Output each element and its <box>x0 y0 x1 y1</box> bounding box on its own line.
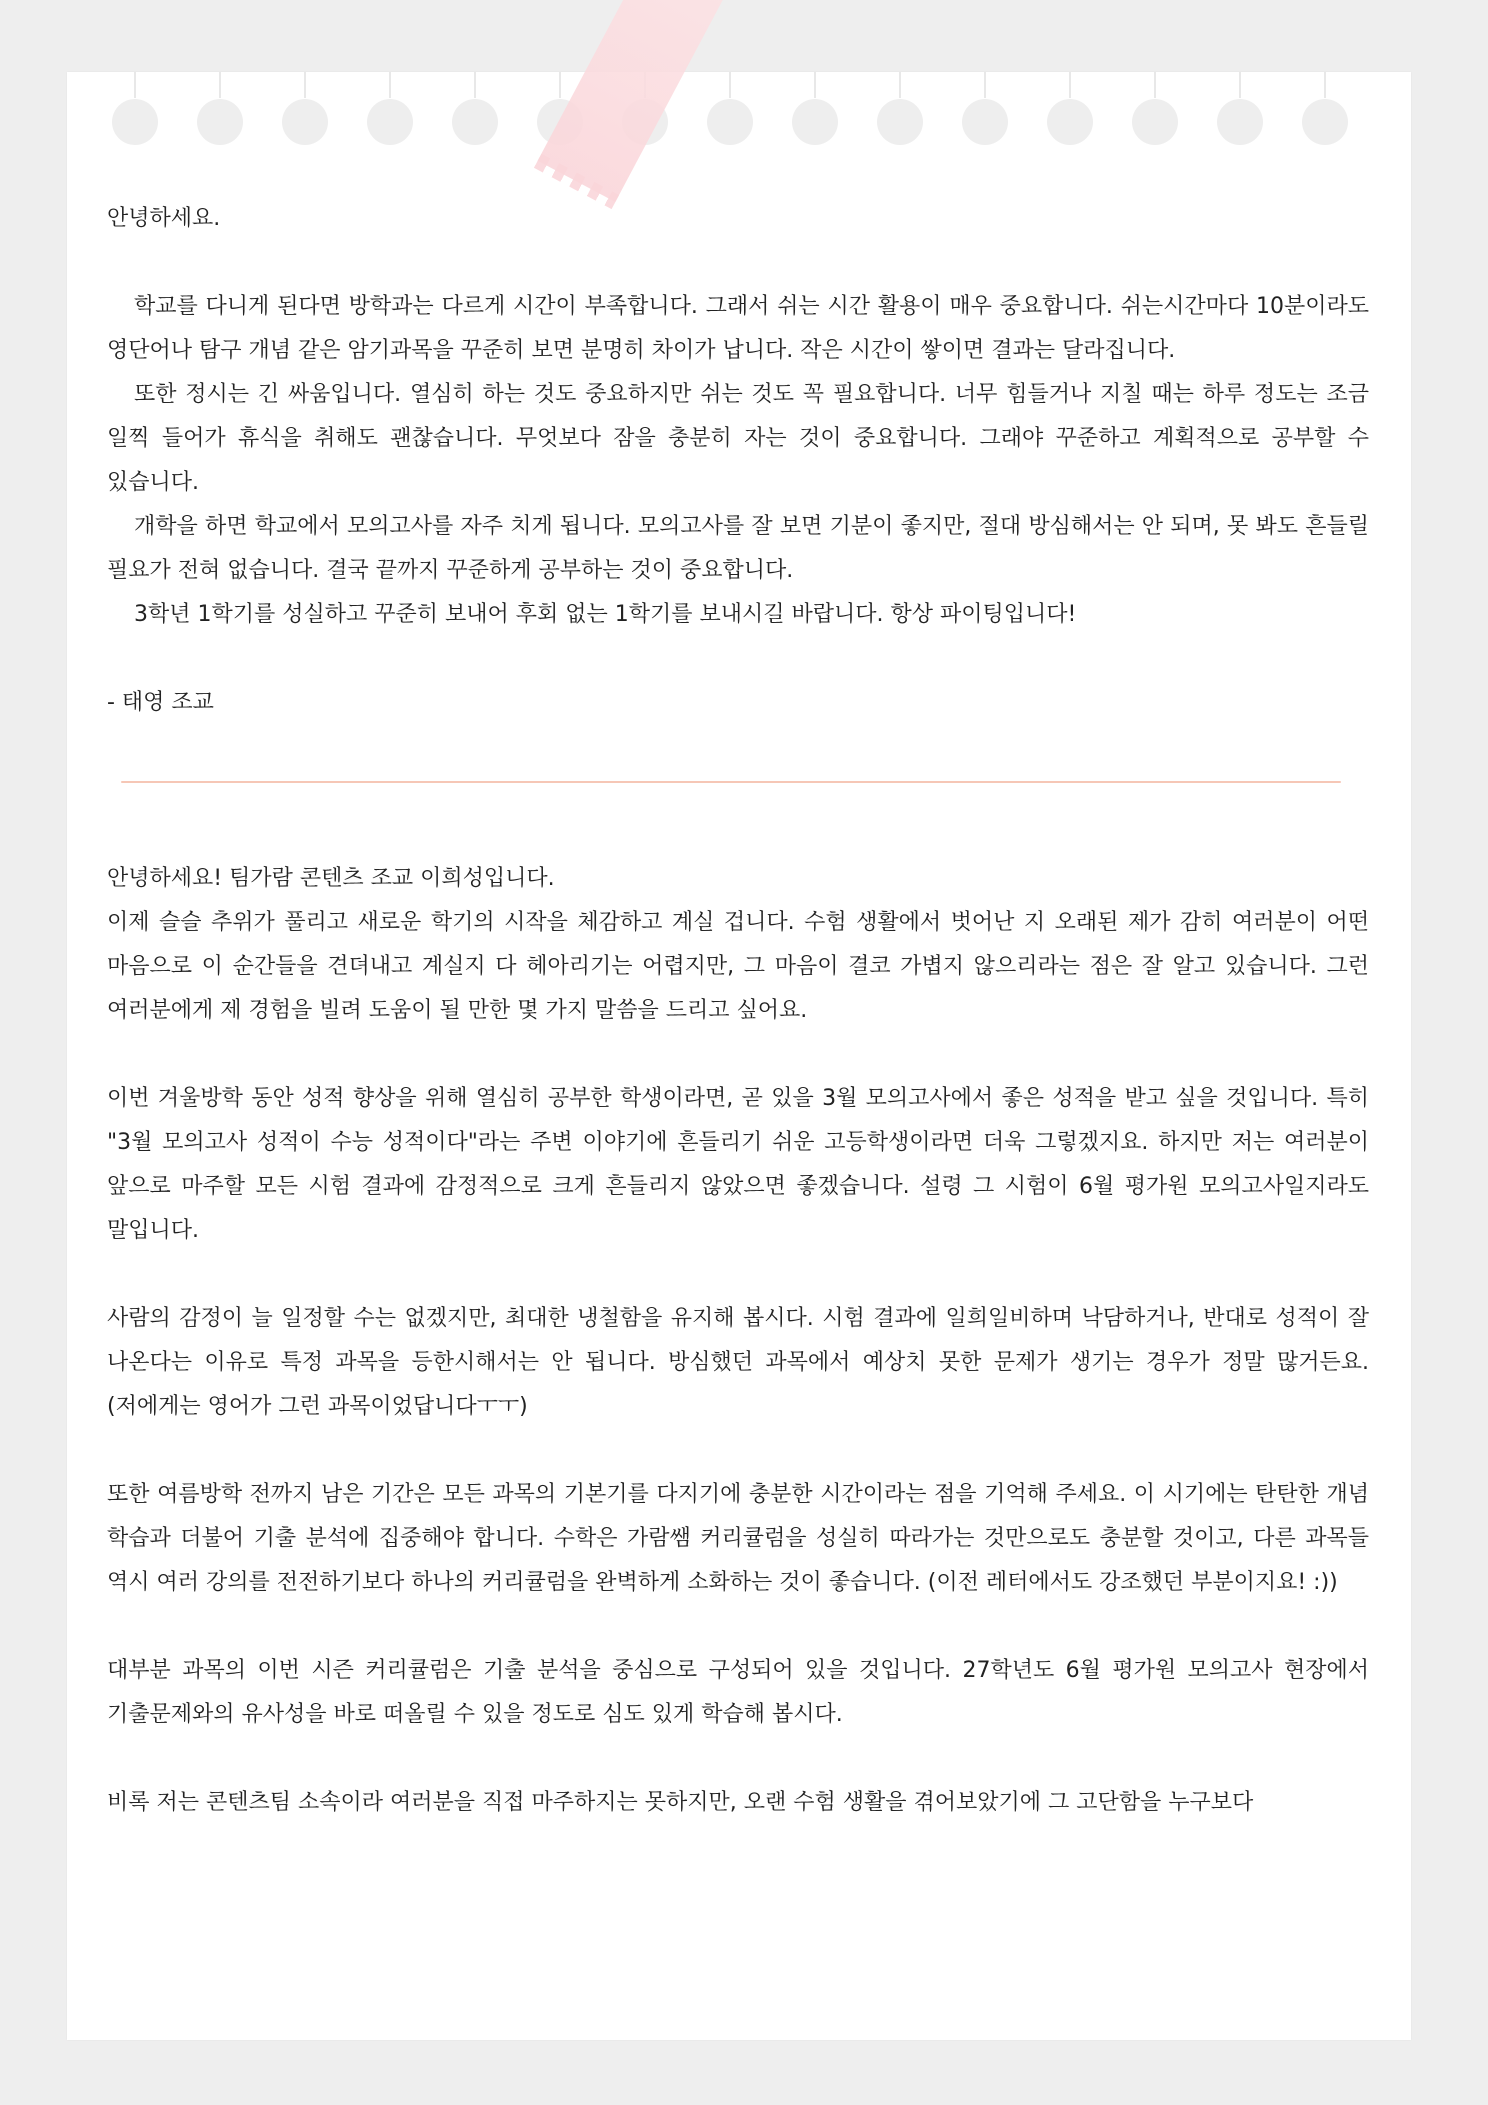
letter-paragraph: 비록 저는 콘텐츠팀 소속이라 여러분을 직접 마주하지는 못하지만, 오랜 수험 생활을 겪어보았기에 그 고단함을 누구보다 <box>107 1790 1254 1815</box>
binder-hole <box>707 72 753 148</box>
divider-line <box>121 781 1341 783</box>
letter-taeyoung <box>107 197 1369 725</box>
letter-paragraph: 또한 여름방학 전까지 남은 기간은 모든 과목의 기본기를 다지기에 충분한 시간이라는 점을 기억해 주세요. 이 시기에는 탄탄한 개념 학습과 더불어 기출 분석에 집중해야 합니다. 수학은 가람쌤 커리큘럼을 성실히 따라가는 것만으로도 충분할 것이고, 다른 과목들 역시 여러 강의를 전전하기보다 하나의 커리큘럼을 완벽하게 소화하는 것이 좋습니다. (이전 레터에서도 강조했던 부분이지요! :)) <box>107 1482 1369 1595</box>
letter-heesung <box>107 857 1369 1825</box>
notepad-paper <box>67 72 1411 2040</box>
binder-hole <box>452 72 498 148</box>
letter-greeting: 안녕하세요. <box>107 206 221 231</box>
binder-hole <box>197 72 243 148</box>
letter-intro: 이제 슬슬 추위가 풀리고 새로운 학기의 시작을 체감하고 계실 겁니다. 수험 생활에서 벗어난 지 오래된 제가 감히 여러분이 어떤 마음으로 이 순간들을 견뎌내고 계실지 다 헤아리기는 어렵지만, 그 마음이 결코 가볍지 않으리라는 점은 잘 알고 있습니다. 그런 여러분에게 제 경험을 빌려 도움이 될 만한 몇 가지 말씀을 드리고 싶어요. <box>107 910 1369 1023</box>
binder-hole <box>367 72 413 148</box>
letter-paragraph: 3학년 1학기를 성실하고 꾸준히 보내어 후회 없는 1학기를 보내시길 바랍니다. 항상 파이팅입니다! <box>134 602 1077 627</box>
letter-paragraph: 개학을 하면 학교에서 모의고사를 자주 치게 됩니다. 모의고사를 잘 보면 기분이 좋지만, 절대 방심해서는 안 되며, 못 봐도 흔들릴 필요가 전혀 없습니다. 결국 끝까지 꾸준하게 공부하는 것이 중요합니다. <box>107 514 1369 583</box>
binder-hole <box>792 72 838 148</box>
letter-paragraph: 이번 겨울방학 동안 성적 향상을 위해 열심히 공부한 학생이라면, 곧 있을 3월 모의고사에서 좋은 성적을 받고 싶을 것입니다. 특히 "3월 모의고사 성적이 수능 성적이다"라는 주변 이야기에 흔들리기 쉬운 고등학생이라면 더욱 그렇겠지요. 하지만 저는 여러분이 앞으로 마주할 모든 시험 결과에 감정적으로 크게 흔들리지 않았으면 좋겠습니다. 설령 그 시험이 6월 평가원 모의고사일지라도 말입니다. <box>107 1086 1369 1243</box>
spacer <box>107 1737 1369 1781</box>
letter-paragraph: 또한 정시는 긴 싸움입니다. 열심히 하는 것도 중요하지만 쉬는 것도 꼭 필요합니다. 너무 힘들거나 지칠 때는 하루 정도는 조금 일찍 들어가 휴식을 취해도 괜찮습니다. 무엇보다 잠을 충분히 자는 것이 중요합니다. 그래야 꾸준하고 계획적으로 공부할 수 있습니다. <box>107 382 1369 495</box>
spacer <box>107 1033 1369 1077</box>
binder-hole <box>112 72 158 148</box>
binder-hole <box>1132 72 1178 148</box>
spacer <box>107 637 1369 681</box>
binder-hole <box>1047 72 1093 148</box>
letter-paragraph: 학교를 다니게 된다면 방학과는 다르게 시간이 부족합니다. 그래서 쉬는 시간 활용이 매우 중요합니다. 쉬는시간마다 10분이라도 영단어나 탐구 개념 같은 암기과목을 꾸준히 보면 분명히 차이가 납니다. 작은 시간이 쌓이면 결과는 달라집니다. <box>107 294 1369 363</box>
spacer <box>107 1605 1369 1649</box>
binder-hole <box>1302 72 1348 148</box>
letter-paragraph: 대부분 과목의 이번 시즌 커리큘럼은 기출 분석을 중심으로 구성되어 있을 것입니다. 27학년도 6월 평가원 모의고사 현장에서 기출문제와의 유사성을 바로 떠올릴 수 있을 정도로 심도 있게 학습해 봅시다. <box>107 1658 1369 1727</box>
binder-hole <box>962 72 1008 148</box>
letter-paragraph: 사람의 감정이 늘 일정할 수는 없겠지만, 최대한 냉철함을 유지해 봅시다. 시험 결과에 일희일비하며 낙담하거나, 반대로 성적이 잘 나온다는 이유로 특정 과목을 등한시해서는 안 됩니다. 방심했던 과목에서 예상치 못한 문제가 생기는 경우가 정말 많거든요. (저에게는 영어가 그런 과목이었답니다ㅜㅜ) <box>107 1306 1369 1419</box>
binder-hole <box>877 72 923 148</box>
binder-hole <box>282 72 328 148</box>
spacer <box>107 1429 1369 1473</box>
binder-hole <box>1217 72 1263 148</box>
letter-intro: 안녕하세요! 팀가람 콘텐츠 조교 이희성입니다. <box>107 866 555 891</box>
spacer <box>107 241 1369 285</box>
letter-content <box>107 197 1369 1825</box>
binder-holes <box>67 72 1411 172</box>
spacer <box>107 1253 1369 1297</box>
section-divider <box>107 725 1369 857</box>
letter-signature: - 태영 조교 <box>107 690 214 715</box>
